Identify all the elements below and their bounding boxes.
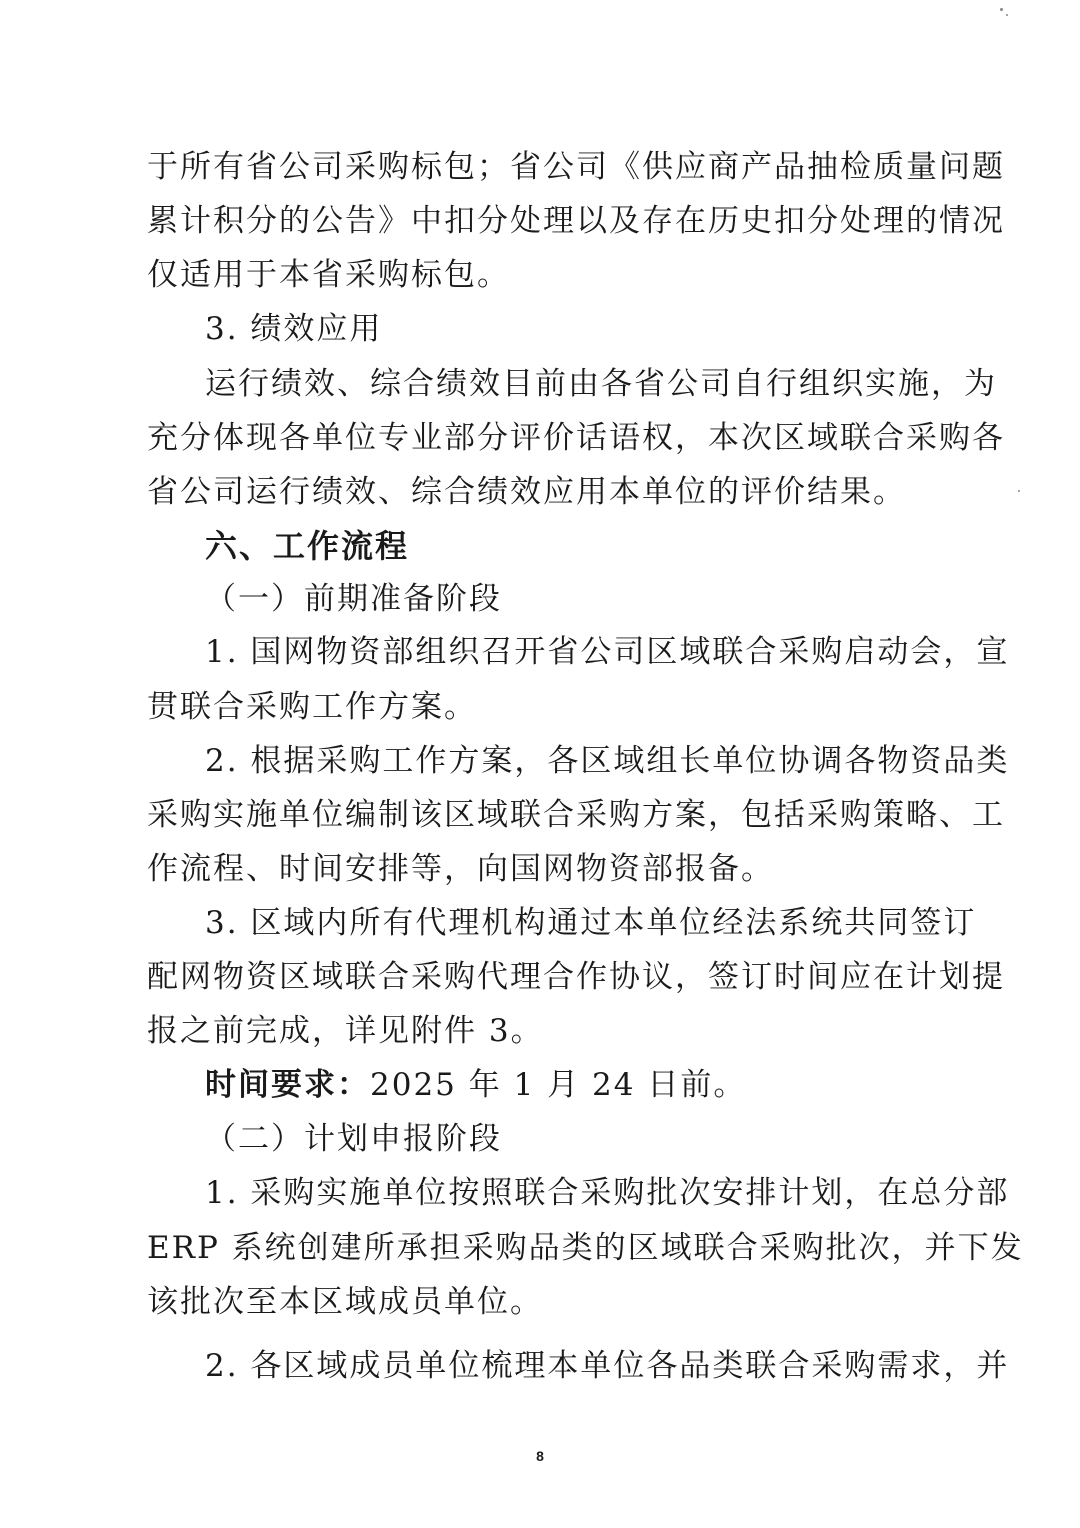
body-line: 仅适用于本省采购标包。 xyxy=(147,257,510,293)
body-line: 2. 各区域成员单位梳理本单位各品类联合采购需求，并 xyxy=(205,1348,1010,1384)
body-line: 1. 采购实施单位按照联合采购批次安排计划，在总分部 xyxy=(205,1175,1010,1211)
body-line: 累计积分的公告》中扣分处理以及存在历史扣分处理的情况 xyxy=(147,203,1005,239)
body-line: 贯联合采购工作方案。 xyxy=(147,689,477,725)
page-number: 8 xyxy=(536,1448,544,1464)
scan-speck xyxy=(1018,490,1020,492)
body-line: 2. 根据采购工作方案，各区域组长单位协调各物资品类 xyxy=(205,743,1010,779)
time-requirement-value: 2025 年 1 月 24 日前。 xyxy=(370,1067,747,1103)
body-line: 省公司运行绩效、综合绩效应用本单位的评价结果。 xyxy=(147,474,906,510)
body-line: 作流程、时间安排等，向国网物资部报备。 xyxy=(147,851,774,887)
subsection-heading: （一）前期准备阶段 xyxy=(205,581,502,617)
body-line: 采购实施单位编制该区域联合采购方案，包括采购策略、工 xyxy=(147,797,1005,833)
body-line: 3. 区域内所有代理机构通过本单位经法系统共同签订 xyxy=(205,905,977,941)
body-line: 于所有省公司采购标包；省公司《供应商产品抽检质量问题 xyxy=(147,149,1005,185)
section-heading: 六、工作流程 xyxy=(205,527,410,565)
body-line: 报之前完成，详见附件 3。 xyxy=(147,1013,544,1049)
time-requirement xyxy=(205,1065,746,1105)
body-line: 运行绩效、综合绩效目前由各省公司自行组织实施，为 xyxy=(205,366,997,402)
section-subheading: 3. 绩效应用 xyxy=(205,311,383,347)
body-line: 配网物资区域联合采购代理合作协议，签订时间应在计划提 xyxy=(147,959,1005,995)
scan-speck xyxy=(1000,8,1003,11)
time-requirement-label: 时间要求： xyxy=(205,1067,370,1103)
scan-speck xyxy=(1006,14,1008,16)
body-line: 该批次至本区域成员单位。 xyxy=(147,1284,543,1320)
body-line: ERP 系统创建所承担采购品类的区域联合采购批次，并下发 xyxy=(147,1230,1024,1266)
body-line: 充分体现各单位专业部分评价话语权，本次区域联合采购各 xyxy=(147,420,1005,456)
body-line: 1. 国网物资部组织召开省公司区域联合采购启动会，宣 xyxy=(205,634,1010,670)
subsection-heading: （二）计划申报阶段 xyxy=(205,1121,502,1157)
